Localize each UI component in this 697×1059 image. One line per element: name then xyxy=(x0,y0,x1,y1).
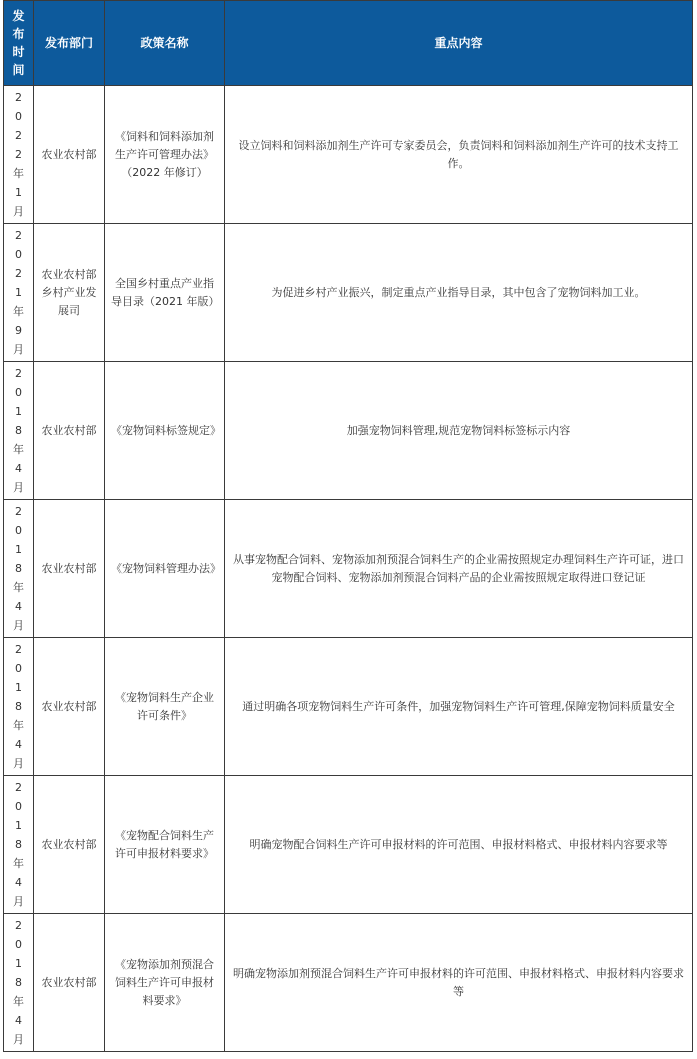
row-dept: 农业农村部 xyxy=(34,776,105,914)
table-row xyxy=(4,362,693,500)
date-char: 4 xyxy=(15,462,22,475)
row-dept: 农业农村部 xyxy=(34,914,105,1052)
date-char: 0 xyxy=(15,662,22,675)
table-row xyxy=(4,224,693,362)
row-dept: 农业农村部 xyxy=(34,638,105,776)
date-char: 1 xyxy=(15,957,22,970)
date-char: 月 xyxy=(13,205,24,218)
table-row xyxy=(4,914,693,1052)
date-char: 1 xyxy=(15,819,22,832)
table-row xyxy=(4,86,693,224)
header-content: 重点内容 xyxy=(225,1,693,86)
date-char: 1 xyxy=(15,186,22,199)
date-char: 4 xyxy=(15,738,22,751)
date-char: 2 xyxy=(15,129,22,142)
row-content: 设立饲料和饲料添加剂生产许可专家委员会，负责饲料和饲料添加剂生产许可的技术支持工作。 xyxy=(225,86,693,224)
date-char: 2 xyxy=(15,919,22,932)
date-char: 0 xyxy=(15,248,22,261)
date-char: 2 xyxy=(15,643,22,656)
date-char: 8 xyxy=(15,700,22,713)
date-char: 0 xyxy=(15,110,22,123)
date-char: 9 xyxy=(15,324,22,337)
date-char: 1 xyxy=(15,405,22,418)
date-char: 月 xyxy=(13,343,24,356)
row-policy-name: 《宠物饲料管理办法》 xyxy=(105,500,225,638)
row-dept: 农业农村部 xyxy=(34,362,105,500)
row-dept: 农业农村部 xyxy=(34,86,105,224)
date-char: 年 xyxy=(13,305,24,318)
date-char: 年 xyxy=(13,443,24,456)
date-char: 月 xyxy=(13,481,24,494)
date-char: 8 xyxy=(15,562,22,575)
row-policy-name: 《宠物饲料生产企业许可条件》 xyxy=(105,638,225,776)
date-char: 0 xyxy=(15,938,22,951)
date-char: 2 xyxy=(15,267,22,280)
row-dept: 农业农村部乡村产业发展司 xyxy=(34,224,105,362)
date-char: 2 xyxy=(15,781,22,794)
row-policy-name: 《饲料和饲料添加剂生产许可管理办法》（2022 年修订） xyxy=(105,86,225,224)
row-policy-name: 《宠物饲料标签规定》 xyxy=(105,362,225,500)
date-char: 年 xyxy=(13,719,24,732)
date-char: 间 xyxy=(12,63,25,77)
date-char: 2 xyxy=(15,148,22,161)
date-char: 0 xyxy=(15,386,22,399)
date-char: 4 xyxy=(15,876,22,889)
table-row xyxy=(4,776,693,914)
row-policy-name: 全国乡村重点产业指导目录（2021 年版） xyxy=(105,224,225,362)
row-date xyxy=(4,86,34,224)
row-date xyxy=(4,224,34,362)
row-content: 加强宠物饲料管理,规范宠物饲料标签标示内容 xyxy=(225,362,693,500)
row-content: 明确宠物添加剂预混合饲料生产许可申报材料的许可范围、申报材料格式、申报材料内容要求等 xyxy=(225,914,693,1052)
date-char: 0 xyxy=(15,524,22,537)
date-char: 8 xyxy=(15,424,22,437)
date-char: 年 xyxy=(13,167,24,180)
row-date xyxy=(4,500,34,638)
date-char: 月 xyxy=(13,1033,24,1046)
date-char: 时 xyxy=(12,45,25,59)
row-dept: 农业农村部 xyxy=(34,500,105,638)
date-char: 布 xyxy=(12,27,25,41)
row-date xyxy=(4,362,34,500)
date-char: 月 xyxy=(13,895,24,908)
date-char: 0 xyxy=(15,800,22,813)
header-name: 政策名称 xyxy=(105,1,225,86)
date-char: 2 xyxy=(15,505,22,518)
date-char: 8 xyxy=(15,838,22,851)
date-char: 年 xyxy=(13,995,24,1008)
date-char: 1 xyxy=(15,543,22,556)
row-content: 从事宠物配合饲料、宠物添加剂预混合饲料生产的企业需按照规定办理饲料生产许可证，进口宠物配合饲料、宠物添加剂预混合饲料产品的企业需按照规定取得进口登记证 xyxy=(225,500,693,638)
row-content: 通过明确各项宠物饲料生产许可条件，加强宠物饲料生产许可管理,保障宠物饲料质量安全 xyxy=(225,638,693,776)
date-char: 8 xyxy=(15,976,22,989)
row-content: 明确宠物配合饲料生产许可申报材料的许可范围、申报材料格式、申报材料内容要求等 xyxy=(225,776,693,914)
date-char: 2 xyxy=(15,367,22,380)
date-char: 月 xyxy=(13,757,24,770)
date-char: 2 xyxy=(15,229,22,242)
date-char: 2 xyxy=(15,91,22,104)
policy-table xyxy=(3,0,693,1052)
date-char: 发 xyxy=(12,9,25,23)
row-policy-name: 《宠物配合饲料生产许可申报材料要求》 xyxy=(105,776,225,914)
table-row xyxy=(4,638,693,776)
row-date xyxy=(4,638,34,776)
row-content: 为促进乡村产业振兴，制定重点产业指导目录，其中包含了宠物饲料加工业。 xyxy=(225,224,693,362)
table-header-row xyxy=(4,1,693,86)
header-date xyxy=(4,1,34,86)
date-char: 月 xyxy=(13,619,24,632)
header-dept: 发布部门 xyxy=(34,1,105,86)
date-char: 年 xyxy=(13,857,24,870)
date-char: 年 xyxy=(13,581,24,594)
row-date xyxy=(4,914,34,1052)
date-char: 4 xyxy=(15,600,22,613)
table-row xyxy=(4,500,693,638)
row-date xyxy=(4,776,34,914)
date-char: 1 xyxy=(15,681,22,694)
date-char: 1 xyxy=(15,286,22,299)
date-char: 4 xyxy=(15,1014,22,1027)
row-policy-name: 《宠物添加剂预混合饲料生产许可申报材料要求》 xyxy=(105,914,225,1052)
